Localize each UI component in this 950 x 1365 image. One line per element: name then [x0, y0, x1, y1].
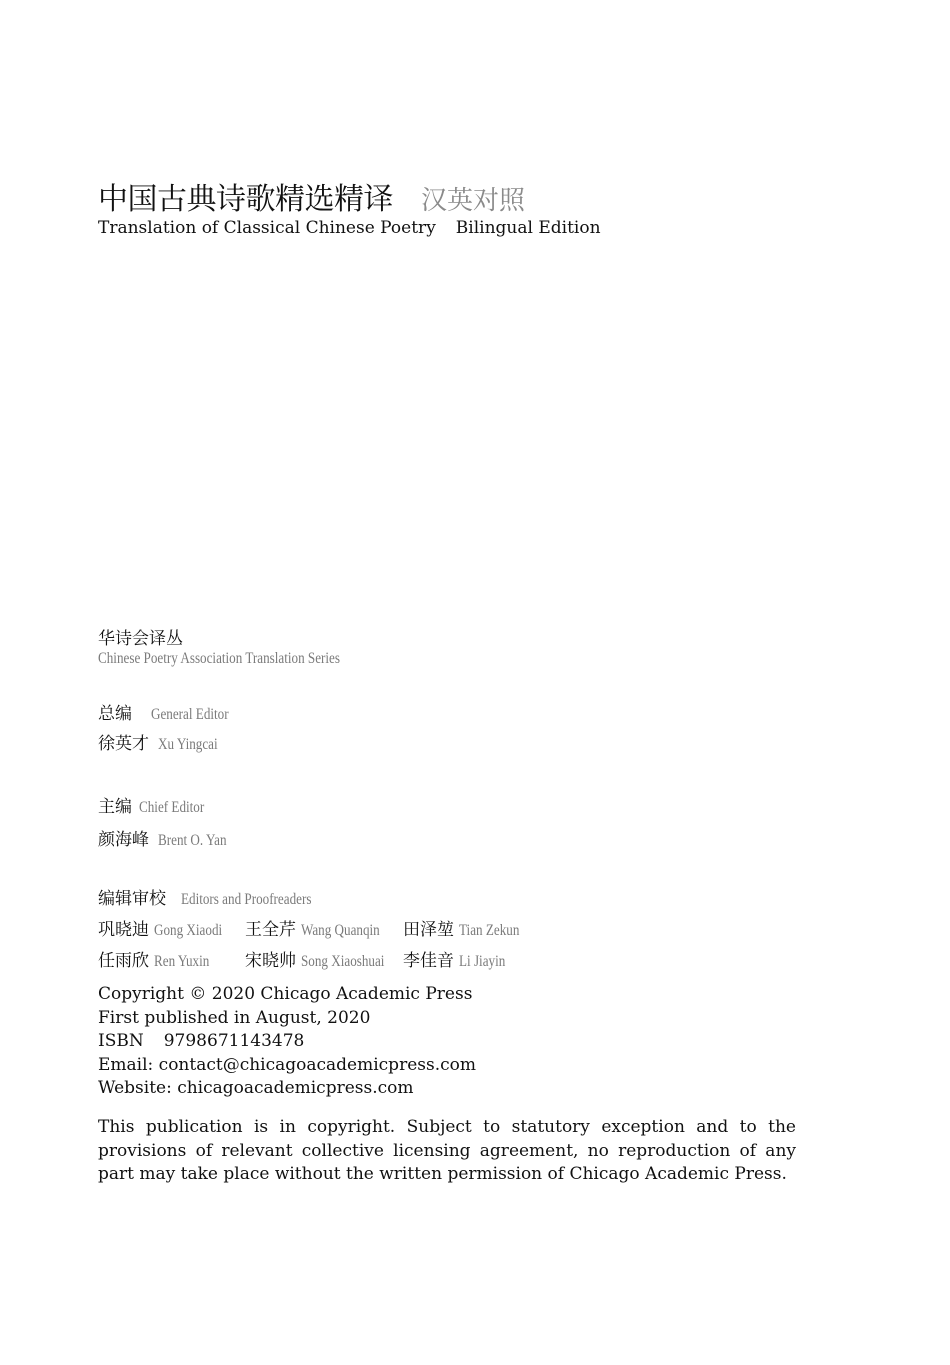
series-english-line: [98, 648, 393, 668]
chief-editor-role: [98, 792, 219, 817]
series-english: Chinese Poetry Association Translation Series: [98, 650, 340, 667]
title-chinese-main: 中国古典诗歌精选精译: [98, 182, 393, 217]
editors-role: [98, 884, 340, 909]
editors-role-cn: 编辑审校: [98, 889, 166, 909]
general-editor-role: [98, 699, 246, 724]
title-chinese-sub: 汉英对照: [421, 186, 526, 216]
isbn-line: [98, 1030, 798, 1054]
first-published-line: First published in August, 2020: [98, 1007, 371, 1028]
publication-info: [98, 983, 798, 1101]
editor-person: 李佳音 Li Jiayin: [403, 951, 506, 971]
website-line: Website: chicagoacademicpress.com: [98, 1078, 414, 1098]
chief-editor-role-cn: 主编: [98, 797, 132, 817]
general-editor-name: [98, 729, 231, 754]
copyright-notice: This publication is in copyright. Subject to statutory exception and to the provisions of relevant collective licensing agreement, no reproduction of any part may take place without the written permission of Chicago Academic Press.: [98, 1117, 796, 1184]
general-editor-role-cn: 总编: [98, 704, 132, 724]
general-editor-name-cn: 徐英才: [98, 734, 149, 754]
editor-person: 巩晓迪 Gong Xiaodi: [98, 920, 223, 940]
editor-person: 田泽堃 Tian Zekun: [403, 920, 520, 940]
editors-role-en: Editors and Proofreaders: [181, 891, 312, 908]
isbn-label: ISBN: [98, 1031, 144, 1051]
copyright-line: Copyright © 2020 Chicago Academic Press: [98, 984, 473, 1004]
editor-person: 王全芹 Wang Quanqin: [245, 920, 380, 940]
chief-editor-name: [98, 825, 242, 850]
title-english-main: Translation of Classical Chinese Poetry: [98, 218, 436, 238]
series-chinese: 华诗会译丛: [98, 629, 183, 649]
title-chinese: [98, 174, 525, 218]
title-english: [98, 218, 601, 238]
editor-person: 宋晓帅 Song Xiaoshuai: [245, 951, 385, 971]
general-editor-name-en: Xu Yingcai: [158, 736, 218, 753]
chief-editor-name-en: Brent O. Yan: [158, 832, 227, 849]
isbn-number: 9798671143478: [163, 1031, 305, 1051]
chief-editor-name-cn: 颜海峰: [98, 830, 149, 850]
title-english-sub: Bilingual Edition: [455, 218, 601, 238]
editor-person: 任雨欣 Ren Yuxin: [98, 951, 210, 971]
general-editor-role-en: General Editor: [151, 706, 229, 723]
chief-editor-role-en: Chief Editor: [139, 799, 205, 816]
email-line: Email: contact@chicagoacademicpress.com: [98, 1054, 476, 1075]
